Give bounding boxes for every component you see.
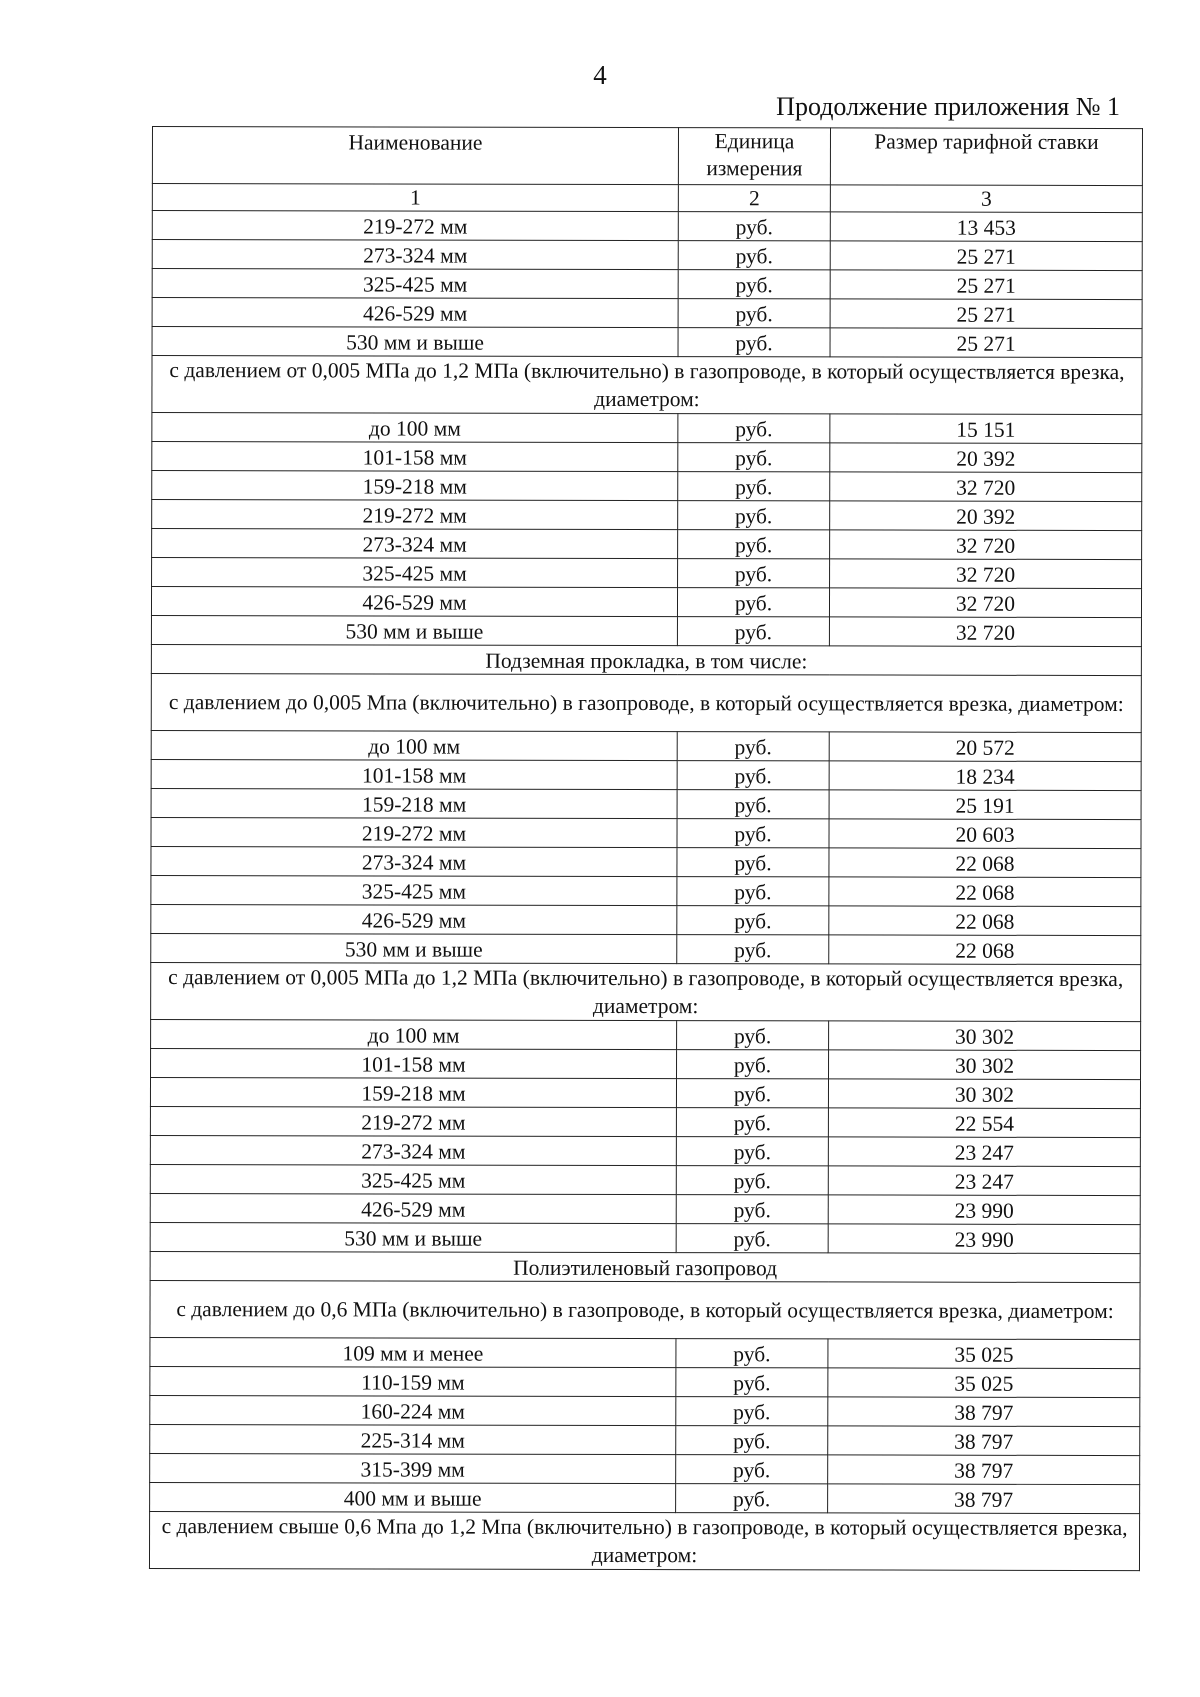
row-rate: 18 234	[829, 761, 1141, 791]
table-row	[150, 1424, 1140, 1455]
row-rate: 30 302	[829, 1050, 1141, 1080]
row-rate: 38 797	[828, 1426, 1140, 1456]
row-rate: 32 720	[830, 472, 1142, 502]
row-name: 160-224 мм	[150, 1395, 676, 1425]
row-rate: 30 302	[828, 1079, 1140, 1109]
row-name: 273-324 мм	[150, 1135, 676, 1165]
table-row	[152, 211, 1142, 242]
row-rate: 38 797	[828, 1455, 1140, 1485]
section-row	[151, 962, 1141, 1021]
row-name: 530 мм и выше	[151, 616, 677, 646]
table-row	[152, 240, 1142, 271]
row-rate: 25 271	[830, 328, 1142, 358]
row-name: 109 мм и менее	[150, 1337, 676, 1367]
row-name: 325-425 мм	[151, 875, 677, 905]
row-unit: руб.	[678, 472, 830, 501]
row-rate: 23 247	[828, 1137, 1140, 1167]
header-name: Наименование	[152, 127, 678, 185]
row-unit: руб.	[676, 1339, 828, 1368]
row-unit: руб.	[678, 299, 830, 328]
row-unit: руб.	[678, 212, 830, 241]
row-unit: руб.	[678, 530, 830, 559]
row-name: 530 мм и выше	[152, 327, 678, 357]
row-rate: 25 271	[830, 270, 1142, 300]
row-name: 219-272 мм	[150, 1106, 676, 1136]
row-name: 530 мм и выше	[151, 933, 677, 963]
column-number: 2	[678, 185, 830, 212]
row-unit: руб.	[676, 1137, 828, 1166]
table-row	[151, 788, 1141, 819]
row-rate: 20 603	[829, 819, 1141, 849]
header-rate: Размер тарифной ставки	[830, 128, 1142, 186]
section-row	[151, 644, 1141, 675]
section-heading: с давлением до 0,6 МПа (включительно) в газопроводе, в который осуществляется врезка, диаметром:	[150, 1280, 1140, 1339]
row-name: 426-529 мм	[151, 587, 677, 617]
row-unit: руб.	[676, 1426, 828, 1455]
row-name: 273-324 мм	[151, 846, 677, 876]
row-name: 325-425 мм	[152, 269, 678, 299]
row-unit: руб.	[676, 1195, 828, 1224]
section-heading: с давлением свыше 0,6 Мпа до 1,2 Мпа (включительно) в газопроводе, в который осуществляется врезка, диаметром:	[149, 1511, 1139, 1570]
row-rate: 20 392	[830, 443, 1142, 473]
row-name: 110-159 мм	[150, 1366, 676, 1396]
table-row	[151, 817, 1141, 848]
row-rate: 22 068	[829, 877, 1141, 907]
row-unit: руб.	[677, 761, 829, 790]
section-row	[152, 356, 1142, 415]
row-name: до 100 мм	[152, 413, 678, 443]
row-name: 325-425 мм	[152, 558, 678, 588]
row-name: 219-272 мм	[152, 211, 678, 241]
table-row	[150, 1106, 1140, 1137]
section-row	[150, 1280, 1140, 1339]
row-rate: 20 572	[829, 732, 1141, 762]
section-row	[150, 1251, 1140, 1282]
row-unit: руб.	[677, 848, 829, 877]
row-name: до 100 мм	[151, 1019, 677, 1049]
section-heading: Подземная прокладка, в том числе:	[151, 644, 1141, 675]
table-row	[151, 759, 1141, 790]
table-row	[151, 875, 1141, 906]
section-heading: с давлением от 0,005 МПа до 1,2 МПа (включительно) в газопроводе, в который осуществляется врезка, диаметром:	[152, 356, 1142, 415]
table-row	[151, 846, 1141, 877]
row-rate: 22 068	[829, 906, 1141, 936]
row-unit: руб.	[677, 877, 829, 906]
row-unit: руб.	[678, 241, 830, 270]
section-row	[149, 1511, 1139, 1570]
table-row	[151, 730, 1141, 761]
row-unit: руб.	[676, 1224, 828, 1253]
row-rate: 32 720	[829, 588, 1141, 618]
row-name: 225-314 мм	[150, 1424, 676, 1454]
row-unit: руб.	[677, 906, 829, 935]
table-row	[152, 327, 1142, 358]
section-heading: с давлением до 0,005 Мпа (включительно) в газопроводе, в который осуществляется врезка, диаметром:	[151, 673, 1141, 732]
row-unit: руб.	[677, 790, 829, 819]
row-rate: 32 720	[830, 530, 1142, 560]
row-unit: руб.	[677, 1050, 829, 1079]
table-row	[152, 558, 1142, 589]
row-unit: руб.	[677, 935, 829, 964]
row-rate: 15 151	[830, 414, 1142, 444]
row-name: 101-158 мм	[151, 759, 677, 789]
table-row	[152, 442, 1142, 473]
row-unit: руб.	[676, 1166, 828, 1195]
table-row	[150, 1482, 1140, 1513]
row-name: 159-218 мм	[150, 1077, 676, 1107]
row-name: 159-218 мм	[151, 788, 677, 818]
header-unit: Единица измерения	[678, 128, 830, 185]
section-heading: с давлением от 0,005 МПа до 1,2 МПа (включительно) в газопроводе, в который осуществляется врезка, диаметром:	[151, 962, 1141, 1021]
table-row	[150, 1164, 1140, 1195]
appendix-continuation-title: Продолжение приложения № 1	[776, 92, 1120, 121]
row-rate: 20 392	[830, 501, 1142, 531]
table-row	[151, 616, 1141, 647]
row-unit: руб.	[677, 819, 829, 848]
row-rate: 38 797	[828, 1484, 1140, 1514]
row-unit: руб.	[678, 414, 830, 443]
row-unit: руб.	[676, 1484, 828, 1513]
row-unit: руб.	[676, 1397, 828, 1426]
table-row	[150, 1453, 1140, 1484]
row-name: 325-425 мм	[150, 1164, 676, 1194]
row-name: 426-529 мм	[152, 298, 678, 328]
row-rate: 23 990	[828, 1195, 1140, 1225]
row-unit: руб.	[677, 1021, 829, 1050]
row-rate: 25 271	[830, 299, 1142, 329]
row-name: 219-272 мм	[152, 500, 678, 530]
row-name: 530 мм и выше	[150, 1222, 676, 1252]
row-rate: 23 990	[828, 1224, 1140, 1254]
section-heading: Полиэтиленовый газопровод	[150, 1251, 1140, 1282]
table-row	[150, 1077, 1140, 1108]
tariff-table-body	[149, 127, 1142, 1571]
row-name: 426-529 мм	[150, 1193, 676, 1223]
row-unit: руб.	[678, 328, 830, 357]
row-rate: 32 720	[829, 617, 1141, 647]
row-rate: 30 302	[829, 1021, 1141, 1051]
table-row	[150, 1337, 1140, 1368]
row-rate: 25 191	[829, 790, 1141, 820]
row-unit: руб.	[677, 617, 829, 646]
row-rate: 23 247	[828, 1166, 1140, 1196]
row-rate: 35 025	[828, 1339, 1140, 1369]
row-name: 315-399 мм	[150, 1453, 676, 1483]
row-unit: руб.	[676, 1108, 828, 1137]
table-row	[151, 1019, 1141, 1050]
row-rate: 22 554	[828, 1108, 1140, 1138]
row-unit: руб.	[678, 443, 830, 472]
row-unit: руб.	[678, 501, 830, 530]
table-row	[152, 529, 1142, 560]
row-name: 101-158 мм	[151, 1048, 677, 1078]
table-row	[152, 413, 1142, 444]
row-rate: 35 025	[828, 1368, 1140, 1398]
row-rate: 25 271	[830, 241, 1142, 271]
table-row	[150, 1135, 1140, 1166]
table-row	[151, 904, 1141, 935]
row-unit: руб.	[676, 1368, 828, 1397]
column-number: 3	[830, 185, 1142, 213]
row-rate: 22 068	[829, 935, 1141, 965]
row-name: 219-272 мм	[151, 817, 677, 847]
row-rate: 38 797	[828, 1397, 1140, 1427]
row-rate: 32 720	[830, 559, 1142, 589]
row-name: 101-158 мм	[152, 442, 678, 472]
table-row	[150, 1366, 1140, 1397]
row-name: до 100 мм	[151, 730, 677, 760]
section-row	[151, 673, 1141, 732]
row-unit: руб.	[678, 559, 830, 588]
table-row	[151, 1048, 1141, 1079]
table-row	[151, 587, 1141, 618]
row-rate: 22 068	[829, 848, 1141, 878]
table-row	[150, 1193, 1140, 1224]
table-row	[150, 1395, 1140, 1426]
row-rate: 13 453	[830, 212, 1142, 242]
table-row	[152, 471, 1142, 502]
table-row	[150, 1222, 1140, 1253]
tariff-table	[149, 126, 1143, 1571]
row-name: 273-324 мм	[152, 529, 678, 559]
row-name: 273-324 мм	[152, 240, 678, 270]
row-unit: руб.	[677, 588, 829, 617]
row-name: 159-218 мм	[152, 471, 678, 501]
row-name: 400 мм и выше	[150, 1482, 676, 1512]
table-row	[151, 933, 1141, 964]
table-row	[152, 269, 1142, 300]
row-unit: руб.	[677, 732, 829, 761]
row-unit: руб.	[676, 1079, 828, 1108]
row-unit: руб.	[676, 1455, 828, 1484]
page-number: 4	[593, 60, 607, 90]
table-row	[152, 298, 1142, 329]
row-name: 426-529 мм	[151, 904, 677, 934]
column-number-row	[152, 184, 1142, 213]
table-header-row	[152, 127, 1142, 186]
table-row	[152, 500, 1142, 531]
column-number: 1	[152, 184, 678, 212]
row-unit: руб.	[678, 270, 830, 299]
